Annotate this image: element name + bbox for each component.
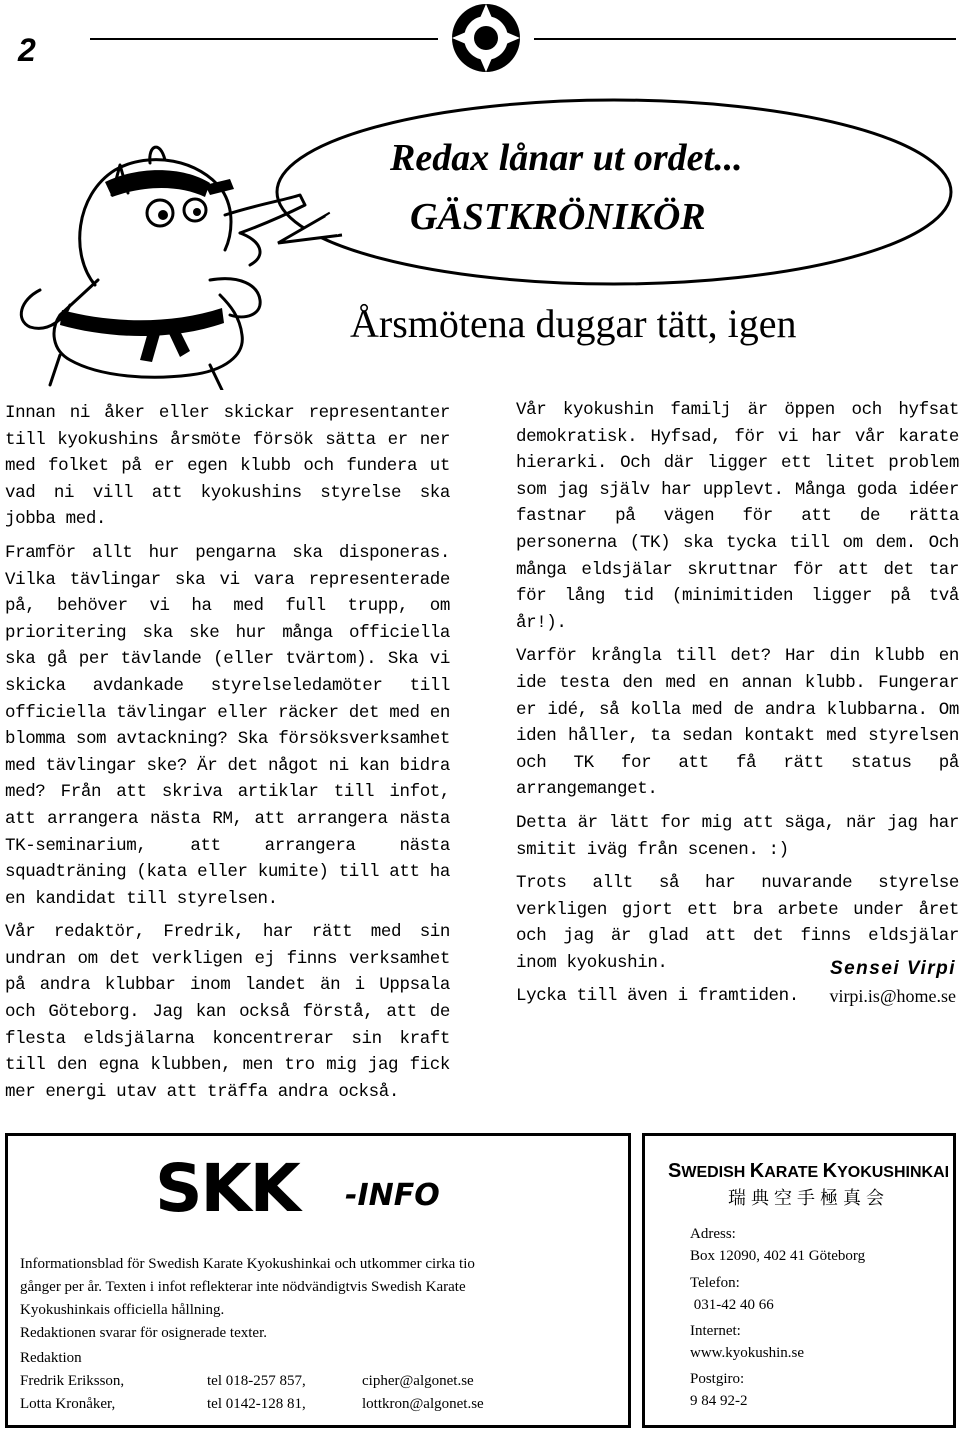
org-name: SWEDISH KARATE KYOKUSHINKAI bbox=[668, 1160, 950, 1182]
bubble-title: Redax lånar ut ordet... bbox=[390, 137, 743, 179]
editor-phone: tel 018-257 857, bbox=[207, 1373, 306, 1389]
editor-name: Lotta Kronåker, bbox=[20, 1396, 116, 1412]
editor-phone: tel 0142-128 81, bbox=[207, 1396, 306, 1412]
contact-website[interactable]: www.kyokushin.se bbox=[690, 1345, 805, 1361]
article-headline: Årsmötena duggar tätt, igen bbox=[350, 301, 797, 346]
info-description bbox=[20, 1253, 620, 1345]
info-line: Redaktionen svarar för osignerade texter. bbox=[20, 1325, 267, 1341]
article-column-right bbox=[516, 397, 959, 1017]
page-number: 2 bbox=[18, 32, 36, 68]
contact-label: Postgiro: bbox=[690, 1371, 745, 1387]
article-column-left bbox=[5, 400, 450, 1112]
paragraph: Lycka till även i framtiden. bbox=[516, 986, 799, 1007]
org-kanji: 瑞典空手極真会 bbox=[728, 1188, 889, 1208]
paragraph: Innan ni åker eller skickar representanter till kyokushins årsmöte försök sätta er ner med folket på er egen klubb och fundera ut vad ni vill att kyokushins styrelse ska jobba med. bbox=[5, 403, 450, 530]
contact-label: Adress: bbox=[690, 1226, 736, 1242]
author-name: Sensei Virpi bbox=[829, 958, 956, 979]
skk-info-suffix: -INFO bbox=[345, 1178, 440, 1213]
header-rule-left bbox=[90, 38, 438, 40]
contact-address: Box 12090, 402 41 Göteborg bbox=[690, 1248, 866, 1264]
author-email[interactable]: virpi.is@home.se bbox=[829, 986, 956, 1006]
bubble-subtitle: GÄSTKRÖNIKÖR bbox=[410, 196, 706, 238]
redaktion-title: Redaktion bbox=[20, 1350, 82, 1366]
editor-name: Fredrik Eriksson, bbox=[20, 1373, 125, 1389]
contact-label: Internet: bbox=[690, 1323, 741, 1339]
info-line: Informationsblad för Swedish Karate Kyokushinkai och utkommer cirka tio bbox=[20, 1256, 475, 1272]
header-rule-right bbox=[534, 38, 956, 40]
paragraph: Trots allt så har nuvarande styrelse verkligen gjort ett bra arbete under året och jag är glad att det finns eldsjälar inom kyokushin. bbox=[516, 873, 959, 973]
contact-phone: 031-42 40 66 bbox=[690, 1297, 774, 1313]
info-line: Kyokushinkais officiella hållning. bbox=[20, 1302, 225, 1318]
paragraph: Vår kyokushin familj är öppen och hyfsat demokratisk. Hyfsad, för vi har vår karate hierarki. Och där ligger ett litet problem som jag själv har upplevt. Många goda idéer fastnar på vägen för att de rätta personerna (TK) ska tycka till om dem. Och många eldsjälar skruttnar för att det tar för lång tid (minimitiden ligger på två år!). bbox=[516, 400, 959, 633]
kanku-logo bbox=[448, 0, 524, 76]
contact-label: Telefon: bbox=[690, 1275, 740, 1291]
editor-email[interactable]: cipher@algonet.se bbox=[362, 1373, 474, 1389]
contact-postgiro: 9 84 92-2 bbox=[690, 1393, 748, 1409]
editor-email[interactable]: lottkron@algonet.se bbox=[362, 1396, 484, 1412]
paragraph: Vår redaktör, Fredrik, har rätt med sin undran om det verkligen ej finns verksamhet på andra klubbar inom landet än i Uppsala och Göteborg. Jag kan också förstå, att de flesta eldsjälarna koncentrerar sin kraft till den egna klubben, men tro mig jag fick mer energi utav att träffa andra också. bbox=[5, 922, 450, 1102]
paragraph: Framför allt hur pengarna ska disponeras. Vilka tävlingar ska vi vara representerade på, behöver vi ha med full trupp, om prioritering ska ske hur många officiella ska gå per tävlande (eller tvärtom). Ska vi skicka avdankade styrelseledamöter till officiella tävlingar eller räcker det med en blomma som avtackning? Ska försöksverksamhet med tävlingar ske? Är det något ni kan bidra med? Från att skriva artiklar till infot, att arrangera nästa RM, att arrangera nästa TK-seminarium, att arrangera nästa squadträning (kata eller kumite) till att ha en kandidat till styrelsen. bbox=[5, 542, 450, 909]
karate-mascot-illustration bbox=[0, 105, 330, 390]
paragraph: Varför krångla till det? Har din klubb en ide testa den med en annan klubb. Fungerar er idé, så kolla med de andra klubbarna. Om iden håller, ta sedan kontakt med styrelsen och TK for att få rätt status på arrangemanget. bbox=[516, 646, 959, 800]
skk-logo: SKK bbox=[155, 1150, 299, 1227]
paragraph: Detta är lätt for mig att säga, när jag har smitit iväg från scenen. :) bbox=[516, 812, 959, 860]
info-line: gånger per år. Texten i infot reflekterar inte nödvändigtvis Swedish Karate bbox=[20, 1279, 466, 1295]
